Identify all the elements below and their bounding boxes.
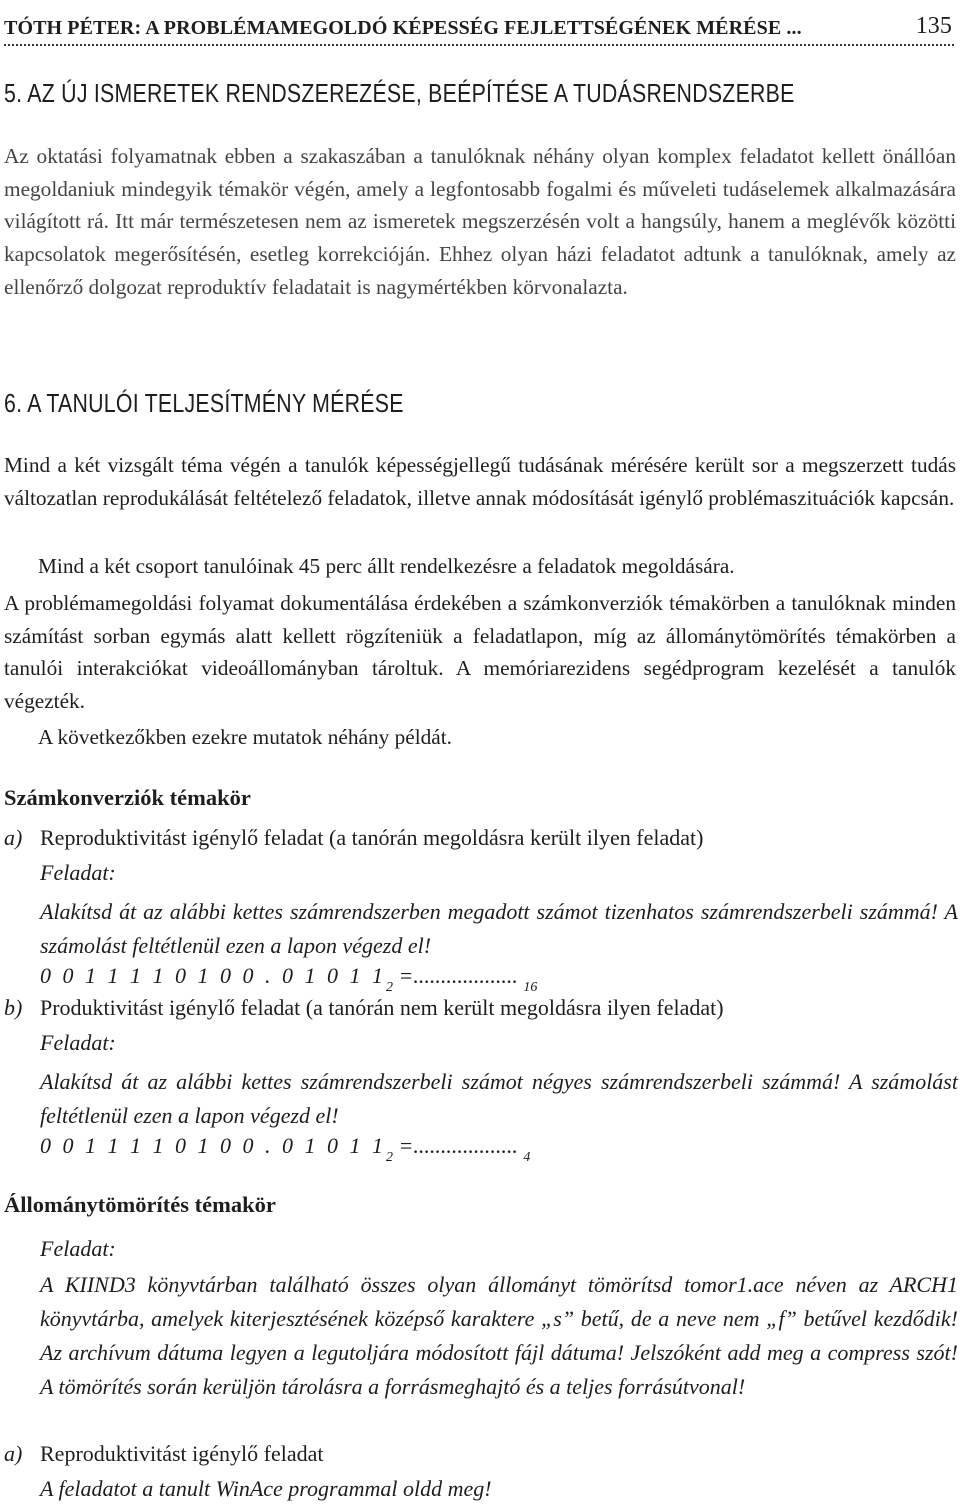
section-6-paragraph-1: Mind a két vizsgált téma végén a tanulók képességjellegű tudásának mérésére került sor a megszerzett tudás változatlan reprodukálását feltételező feladatok, illetve annak módosítását igénylő problémaszituációk kapcsán. <box>4 453 956 510</box>
conversion-item-b <box>4 995 956 1165</box>
compression-task-label: Feladat: <box>40 1236 116 1261</box>
running-header <box>4 6 954 40</box>
item-a-label: a) <box>4 825 23 850</box>
item-a-task-text: Alakítsd át az alábbi kettes számrendszerben megadott számot tizenhatos számrendszerbeli számmá! A számolást feltétlenül ezen a lapon végezd el! <box>40 899 958 958</box>
item-b-title: Produktivitást igénylő feladat (a tanórán nem került megoldásra ilyen feladat) <box>40 995 724 1020</box>
compression-item-a-title: Reproduktivitást igénylő feladat <box>40 1441 324 1466</box>
number-conversion-heading: Számkonverziók témakör <box>4 785 251 810</box>
item-b-binary: 0 0 1 1 1 1 0 1 0 0 . 0 1 0 1 1 <box>40 1133 386 1158</box>
item-b-base-in: 2 <box>386 1150 393 1165</box>
compression-item-a-label: a) <box>4 1441 23 1466</box>
item-a-title: Reproduktivitást igénylő feladat (a tanórán megoldásra került ilyen feladat) <box>40 825 704 850</box>
item-b-expression <box>40 1133 531 1165</box>
item-b-label: b) <box>4 995 23 1020</box>
compression-task-text: A KIIND3 könyvtárban található összes olyan állományt tömörítsd tomor1.ace néven az ARCH1 könyvtárba, amelyek kiterjesztésének középső karaktere „s” betű, de a neve nem „f” betűvel kezdődik! Az archívum dátuma legyen a legutoljára módosított fájl dátuma! Jelszóként add meg a compress szót! A tömörítés során kerüljön tárolásra a forrásmeghajtó és a teljes forrásútvonal! <box>40 1272 958 1399</box>
conversion-item-a <box>4 825 956 995</box>
running-title: TÓTH PÉTER: A PROBLÉMAMEGOLDÓ KÉPESSÉG FEJLETTSÉGÉNEK MÉRÉSE ... <box>4 17 802 39</box>
item-a-base-out: 16 <box>523 980 538 995</box>
section-6-paragraph-4: A következőkben ezekre mutatok néhány példát. <box>38 725 452 749</box>
section-6-title: 6. A TANULÓI TELJESÍTMÉNY MÉRÉSE <box>4 388 404 418</box>
item-b-task-label: Feladat: <box>40 1030 116 1055</box>
section-6-paragraph-3: A problémamegoldási folyamat dokumentálása érdekében a számkonverziók témakörben a tanulóknak minden számítást sorban egymás alatt kellett rögzíteniük a feladatlapon, míg az állománytömörítés témakörben a tanulói interakciókat videoállományban tároltuk. A memóriarezidens segédprogram kezelését a tanulók végezték. <box>4 591 956 714</box>
page-number: 135 <box>915 13 952 39</box>
section-5-paragraph: Az oktatási folyamatnak ebben a szakaszában a tanulóknak néhány olyan komplex feladatot kellett önállóan megoldaniuk mindegyik témakör végén, amely a legfontosabb fogalmi és műveleti tudáselemek alkalmazására világított rá. Itt már természetesen nem az ismeretek megszerzésén volt a hangsúly, hanem a meglévők közötti kapcsolatok megerősítésén, esetleg korrekcióján. Ehhez olyan házi feladatot adtunk a tanulóknak, amely az ellenőrző dolgozat reproduktív feladatait is nagymértékben körvonalazta. <box>4 144 956 299</box>
section-5-title: 5. AZ ÚJ ISMERETEK RENDSZEREZÉSE, BEÉPÍTÉSE A TUDÁSRENDSZERBE <box>4 78 795 108</box>
item-a-base-in: 2 <box>386 980 393 995</box>
item-a-expression <box>40 963 538 995</box>
compression-block <box>4 1236 956 1506</box>
item-b-equals: =................... <box>393 1133 518 1158</box>
section-6-paragraph-2: Mind a két csoport tanulóinak 45 perc állt rendelkezésre a feladatok megoldására. <box>38 554 735 578</box>
item-a-task-label: Feladat: <box>40 860 116 885</box>
compression-item-a-note: A feladatot a tanult WinAce programmal oldd meg! <box>40 1476 492 1501</box>
file-compression-heading: Állománytömörítés témakör <box>4 1192 276 1217</box>
item-a-equals: =................... <box>393 963 518 988</box>
item-a-binary: 0 0 1 1 1 1 0 1 0 0 . 0 1 0 1 1 <box>40 963 386 988</box>
item-b-base-out: 4 <box>523 1150 531 1165</box>
item-b-task-text: Alakítsd át az alábbi kettes számrendszerbeli számot négyes számrendszerbeli számmá! A számolást feltétlenül ezen a lapon végezd el! <box>40 1069 958 1128</box>
header-dotted-rule <box>4 44 954 46</box>
